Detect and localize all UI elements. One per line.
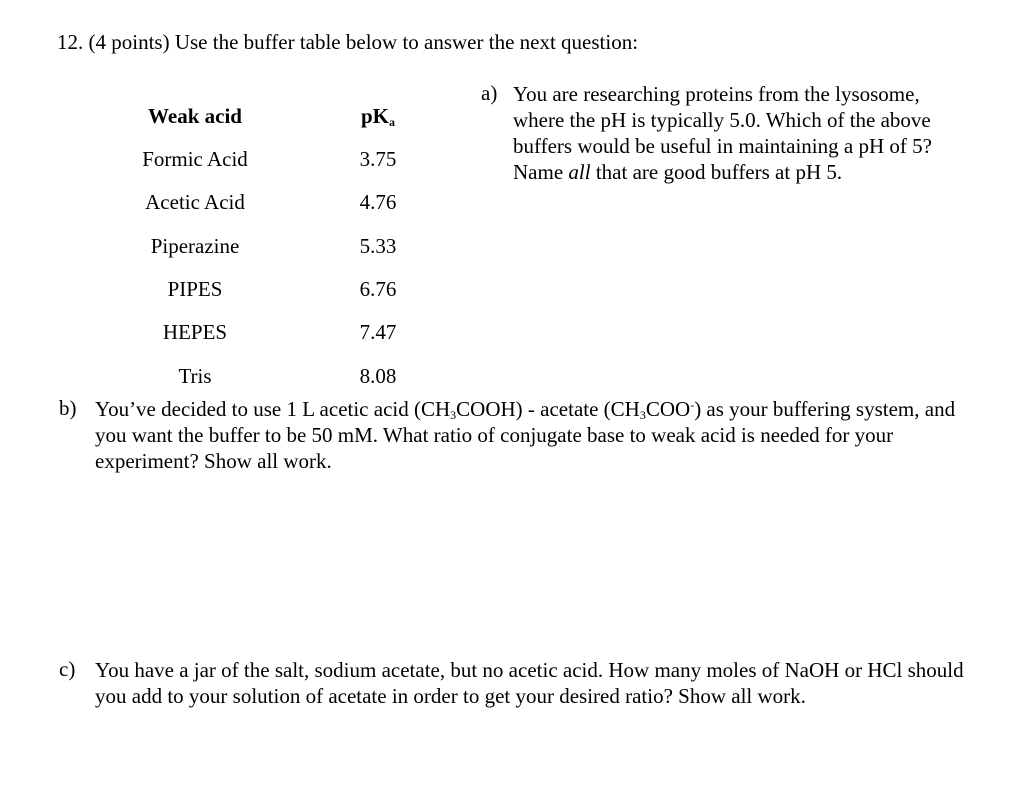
- table-row-name: Piperazine: [150, 234, 240, 258]
- table-row-pka: 6.76: [359, 277, 397, 301]
- question-a-text: [513, 81, 953, 185]
- question-b-text: [95, 396, 965, 474]
- question-b-text-part: COOH) - acetate (CH: [456, 397, 640, 421]
- question-a-text-part: You are researching proteins from the lysosome, where the pH is typically 5.0. Which of the above buffers would be useful in maintaining a pH of 5? Name: [513, 82, 932, 184]
- question-a-letter: a): [481, 81, 498, 105]
- question-a-emphasis: all: [568, 160, 591, 184]
- table-row-pka: 8.08: [359, 364, 397, 388]
- table-header-weak-acid: Weak acid: [148, 104, 242, 128]
- table-row-pka: 5.33: [359, 234, 397, 258]
- table-row-name: Tris: [178, 364, 212, 388]
- table-row-name: HEPES: [162, 320, 228, 344]
- table-row-name: PIPES: [167, 277, 223, 301]
- question-b-letter: b): [59, 396, 77, 420]
- question-b-text-part: COO: [645, 397, 691, 421]
- question-c-letter: c): [59, 657, 76, 681]
- question-b-text-part: You’ve decided to use 1 L acetic acid (CH: [95, 397, 451, 421]
- table-header-pka: [338, 104, 418, 129]
- question-c-text: You have a jar of the salt, sodium acetate, but no acetic acid. How many moles of NaOH or HCl should you add to your solution of acetate in order to get your desired ratio? Show all work.: [95, 658, 964, 708]
- table-row-pka: 7.47: [359, 320, 397, 344]
- pka-label: pK: [360, 104, 389, 128]
- table-row-pka: 3.75: [359, 147, 397, 171]
- question-heading: 12. (4 points) Use the buffer table below to answer the next question:: [57, 30, 639, 54]
- question-a-text-part: that are good buffers at pH 5.: [590, 160, 843, 184]
- question-b-text-part: ) as your buffering system, and you want the buffer to be 50 mM. What ratio of conjugate base to weak acid is needed for your experiment? Show all work.: [95, 397, 956, 473]
- table-row-pka: 4.76: [359, 190, 397, 214]
- question-b-subscript: 3: [450, 408, 457, 422]
- question-b-subscript: 3: [639, 408, 646, 422]
- question-b-superscript: -: [690, 398, 695, 412]
- table-row-name: Formic Acid: [142, 147, 248, 171]
- pka-subscript: a: [389, 115, 395, 129]
- table-row-name: Acetic Acid: [145, 190, 245, 214]
